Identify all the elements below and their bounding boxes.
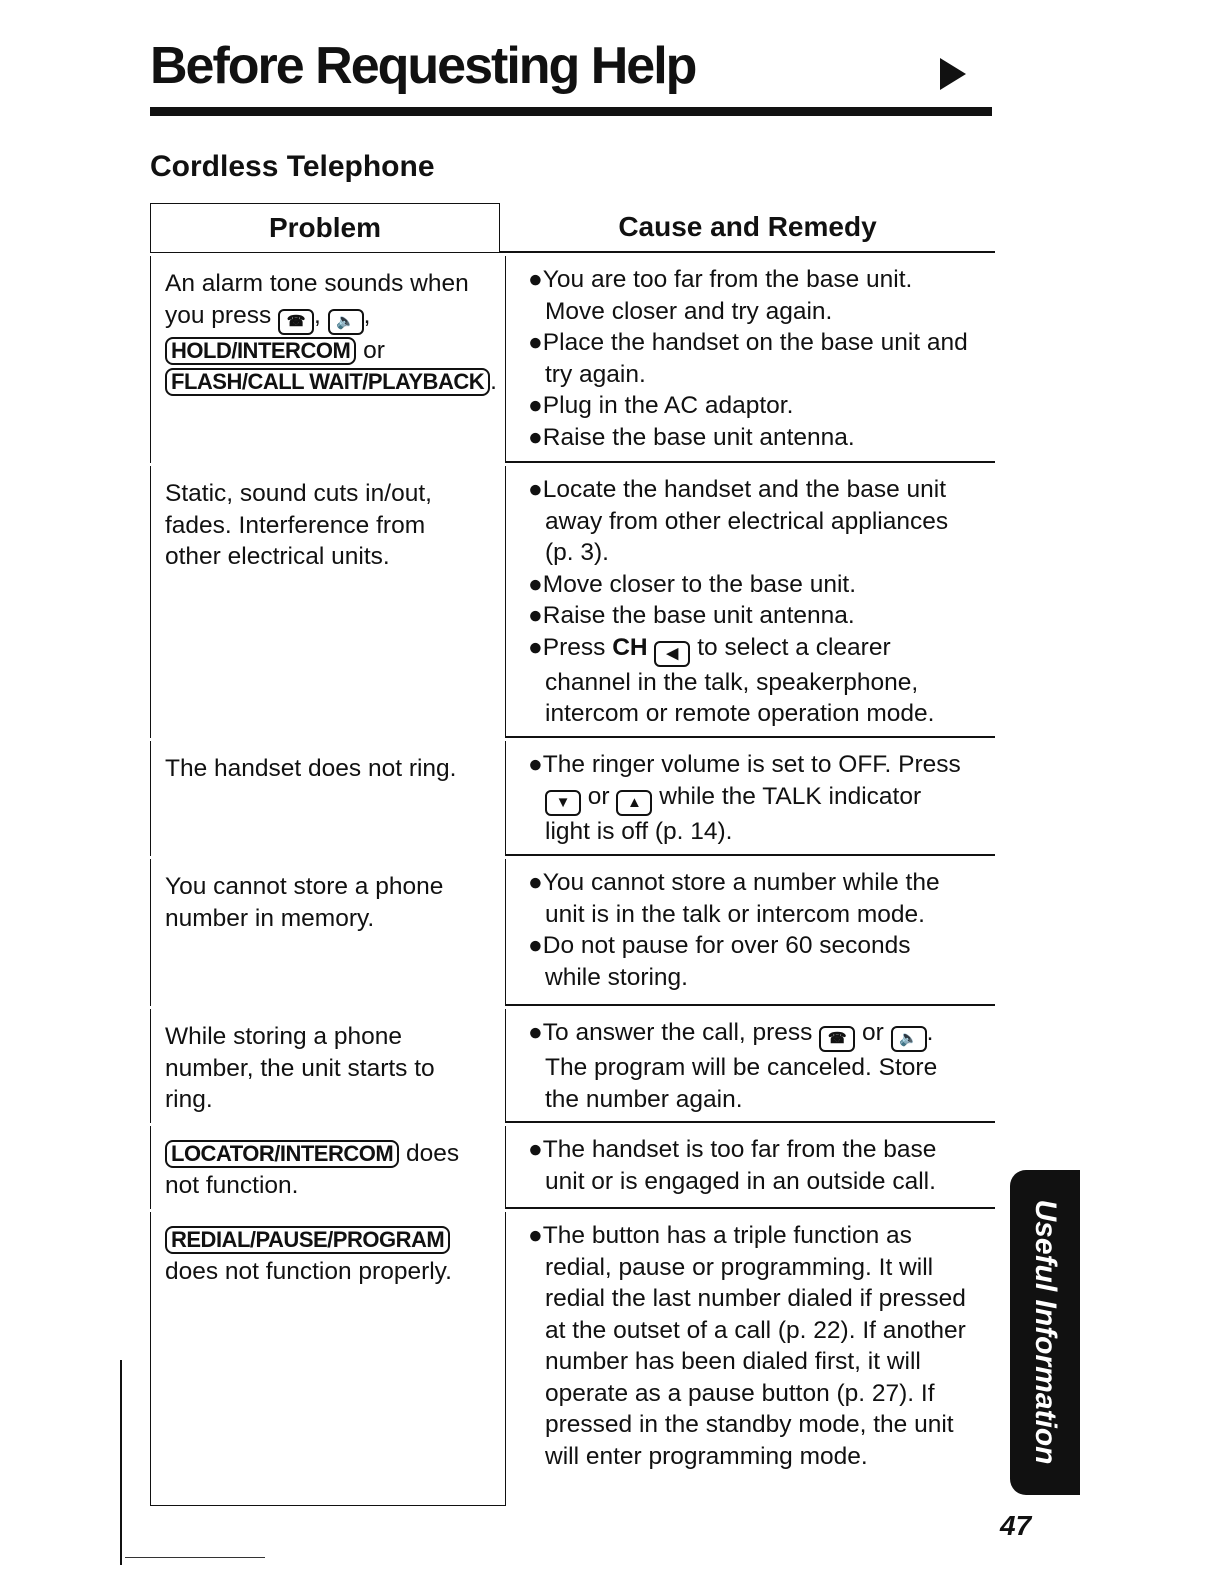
text: ●The button has a triple function as bbox=[528, 1222, 912, 1249]
margin-line bbox=[120, 1360, 122, 1565]
text: channel in the talk, speakerphone, bbox=[545, 668, 919, 696]
column-header-remedy: Cause and Remedy bbox=[500, 203, 995, 253]
remedy-line bbox=[528, 359, 995, 391]
text: unit or is engaged in an outside call. bbox=[545, 1167, 936, 1195]
text: The handset does not ring. bbox=[165, 755, 457, 782]
text: ●Locate the handset and the base unit bbox=[528, 476, 947, 503]
text: ●Plug in the AC adaptor. bbox=[528, 392, 794, 419]
volume-down-button-icon: ▼ bbox=[545, 790, 581, 816]
remedy-line bbox=[528, 1052, 995, 1084]
text: you press bbox=[165, 301, 279, 329]
remedy-cell bbox=[506, 466, 995, 738]
text: other electrical units. bbox=[165, 543, 390, 570]
remedy-line bbox=[528, 1378, 995, 1410]
remedy-line bbox=[528, 506, 995, 538]
remedy-line bbox=[528, 1283, 995, 1315]
next-page-arrow-icon bbox=[940, 58, 966, 90]
table-row bbox=[150, 741, 995, 856]
remedy-line bbox=[528, 1166, 995, 1198]
table-row bbox=[150, 256, 995, 463]
text: ●You are too far from the base unit. bbox=[528, 266, 913, 293]
remedy-line bbox=[528, 537, 995, 569]
remedy-line bbox=[528, 264, 995, 296]
text: try again. bbox=[545, 360, 646, 388]
text: or bbox=[581, 782, 617, 810]
text: The program will be canceled. Store bbox=[545, 1054, 938, 1081]
problem-line bbox=[165, 300, 501, 335]
channel-left-button-icon: ◀ bbox=[654, 641, 690, 667]
remedy-line bbox=[528, 1315, 995, 1347]
troubleshooting-table bbox=[150, 203, 995, 1506]
remedy-cell bbox=[506, 1009, 995, 1123]
remedy-cell bbox=[506, 1212, 995, 1506]
problem-line bbox=[165, 1170, 501, 1202]
text: While storing a phone bbox=[165, 1023, 402, 1050]
text bbox=[648, 634, 655, 661]
text: , bbox=[314, 301, 328, 329]
problem-cell bbox=[150, 1212, 506, 1506]
remedy-line bbox=[528, 930, 995, 962]
bold-text: CH bbox=[612, 633, 648, 661]
problem-line bbox=[165, 366, 501, 398]
table-row bbox=[150, 1009, 995, 1123]
text: (p. 3). bbox=[545, 539, 609, 566]
text: ●Raise the base unit antenna. bbox=[528, 602, 855, 629]
text: Static, sound cuts in/out, bbox=[165, 480, 432, 507]
page-number: 47 bbox=[1000, 1510, 1032, 1541]
text: the number again. bbox=[545, 1085, 743, 1113]
remedy-line bbox=[528, 1134, 995, 1166]
text: operate as a pause button (p. 27). If bbox=[545, 1379, 935, 1407]
column-header-problem: Problem bbox=[150, 203, 500, 253]
text: redial, pause or programming. It will bbox=[545, 1253, 934, 1281]
remedy-line bbox=[528, 1252, 995, 1284]
remedy-line bbox=[528, 816, 995, 848]
key-button-label: FLASH/CALL WAIT/PLAYBACK bbox=[165, 368, 490, 396]
text: pressed in the standby mode, the unit bbox=[545, 1411, 954, 1438]
text: does not function properly. bbox=[165, 1257, 452, 1285]
problem-cell bbox=[150, 1009, 506, 1123]
table-row bbox=[150, 466, 995, 738]
text: intercom or remote operation mode. bbox=[545, 700, 935, 727]
text: does bbox=[399, 1140, 460, 1167]
remedy-cell bbox=[506, 859, 995, 1006]
talk-button-icon: ☎ bbox=[819, 1026, 855, 1052]
problem-cell bbox=[150, 859, 506, 1006]
problem-line bbox=[165, 753, 501, 785]
problem-line bbox=[165, 510, 501, 542]
remedy-line bbox=[528, 698, 995, 730]
remedy-line bbox=[528, 390, 995, 422]
problem-cell bbox=[150, 741, 506, 856]
text: number, the unit starts to bbox=[165, 1054, 435, 1082]
text: redial the last number dialed if pressed bbox=[545, 1285, 966, 1312]
text: or bbox=[356, 336, 385, 364]
remedy-line bbox=[528, 867, 995, 899]
remedy-line bbox=[528, 962, 995, 994]
text: fades. Interference from bbox=[165, 511, 426, 539]
text: number has been dialed first, it will bbox=[545, 1348, 921, 1375]
remedy-line bbox=[528, 1346, 995, 1378]
text: ring. bbox=[165, 1086, 213, 1113]
text: . bbox=[490, 368, 497, 395]
title-rule bbox=[150, 107, 992, 116]
remedy-line bbox=[528, 1441, 995, 1473]
text: while storing. bbox=[545, 963, 688, 991]
problem-line bbox=[165, 1224, 501, 1256]
footer-line bbox=[125, 1557, 265, 1558]
text: or bbox=[855, 1019, 891, 1046]
table-row bbox=[150, 859, 995, 1006]
text: You cannot store a phone bbox=[165, 873, 444, 900]
text: ●The handset is too far from the base bbox=[528, 1136, 937, 1163]
speakerphone-button-icon: 🔈 bbox=[328, 309, 364, 335]
remedy-line bbox=[528, 781, 995, 816]
remedy-line bbox=[528, 1084, 995, 1116]
remedy-cell bbox=[506, 256, 995, 463]
problem-line bbox=[165, 541, 501, 573]
problem-cell bbox=[150, 1126, 506, 1209]
table-row bbox=[150, 1126, 995, 1209]
remedy-line bbox=[528, 1409, 995, 1441]
text: Move closer and try again. bbox=[545, 297, 833, 325]
text: to select a clearer bbox=[690, 633, 891, 661]
speakerphone-button-icon: 🔈 bbox=[891, 1026, 927, 1052]
talk-button-icon: ☎ bbox=[278, 309, 314, 335]
text: , bbox=[363, 301, 371, 329]
key-button-label: HOLD/INTERCOM bbox=[165, 337, 356, 365]
table-header bbox=[150, 203, 995, 253]
problem-line bbox=[165, 268, 501, 300]
problem-line bbox=[165, 1256, 501, 1288]
volume-up-button-icon: ▲ bbox=[616, 790, 652, 816]
problem-line bbox=[165, 1053, 501, 1085]
problem-line bbox=[165, 871, 501, 903]
problem-cell bbox=[150, 466, 506, 738]
text: ●Do not pause for over 60 seconds bbox=[528, 932, 911, 959]
remedy-line bbox=[528, 600, 995, 632]
problem-line bbox=[165, 1084, 501, 1116]
remedy-line bbox=[528, 899, 995, 931]
side-tab-label: Useful Information bbox=[1029, 1199, 1062, 1465]
problem-line bbox=[165, 1138, 501, 1170]
problem-line bbox=[165, 903, 501, 935]
text: ●Place the handset on the base unit and bbox=[528, 329, 968, 356]
problem-line bbox=[165, 1021, 501, 1053]
key-button-label: LOCATOR/INTERCOM bbox=[165, 1140, 399, 1168]
remedy-line bbox=[528, 569, 995, 601]
key-button-label: REDIAL/PAUSE/PROGRAM bbox=[165, 1226, 450, 1254]
remedy-cell bbox=[506, 741, 995, 856]
text: An alarm tone sounds when bbox=[165, 270, 469, 297]
text: while the TALK indicator bbox=[652, 782, 922, 810]
text: ●To answer the call, press bbox=[528, 1019, 820, 1046]
text: ●The ringer volume is set to OFF. Press bbox=[528, 751, 961, 778]
problem-cell bbox=[150, 256, 506, 463]
problem-line bbox=[165, 335, 501, 367]
text: away from other electrical appliances bbox=[545, 507, 949, 535]
remedy-line bbox=[528, 1017, 995, 1052]
problem-line bbox=[165, 478, 501, 510]
remedy-line bbox=[528, 474, 995, 506]
text: ●Press bbox=[528, 633, 613, 661]
text: will enter programming mode. bbox=[545, 1442, 868, 1470]
remedy-line bbox=[528, 296, 995, 328]
remedy-line bbox=[528, 632, 995, 667]
text: unit is in the talk or intercom mode. bbox=[545, 900, 925, 928]
text: light is off (p. 14). bbox=[545, 817, 733, 845]
text: . bbox=[926, 1019, 934, 1046]
remedy-line bbox=[528, 1220, 995, 1252]
remedy-line bbox=[528, 667, 995, 699]
text: ●You cannot store a number while the bbox=[528, 869, 940, 896]
text: ●Move closer to the base unit. bbox=[528, 570, 857, 598]
remedy-line bbox=[528, 749, 995, 781]
section-heading: Cordless Telephone bbox=[150, 150, 435, 183]
remedy-cell bbox=[506, 1126, 995, 1209]
text: number in memory. bbox=[165, 904, 375, 932]
text: not function. bbox=[165, 1171, 299, 1199]
text: ●Raise the base unit antenna. bbox=[528, 423, 855, 451]
table-row bbox=[150, 1212, 995, 1506]
page-title: Before Requesting Help bbox=[150, 37, 696, 95]
remedy-line bbox=[528, 422, 995, 454]
remedy-line bbox=[528, 327, 995, 359]
text: at the outset of a call (p. 22). If another bbox=[545, 1316, 966, 1344]
